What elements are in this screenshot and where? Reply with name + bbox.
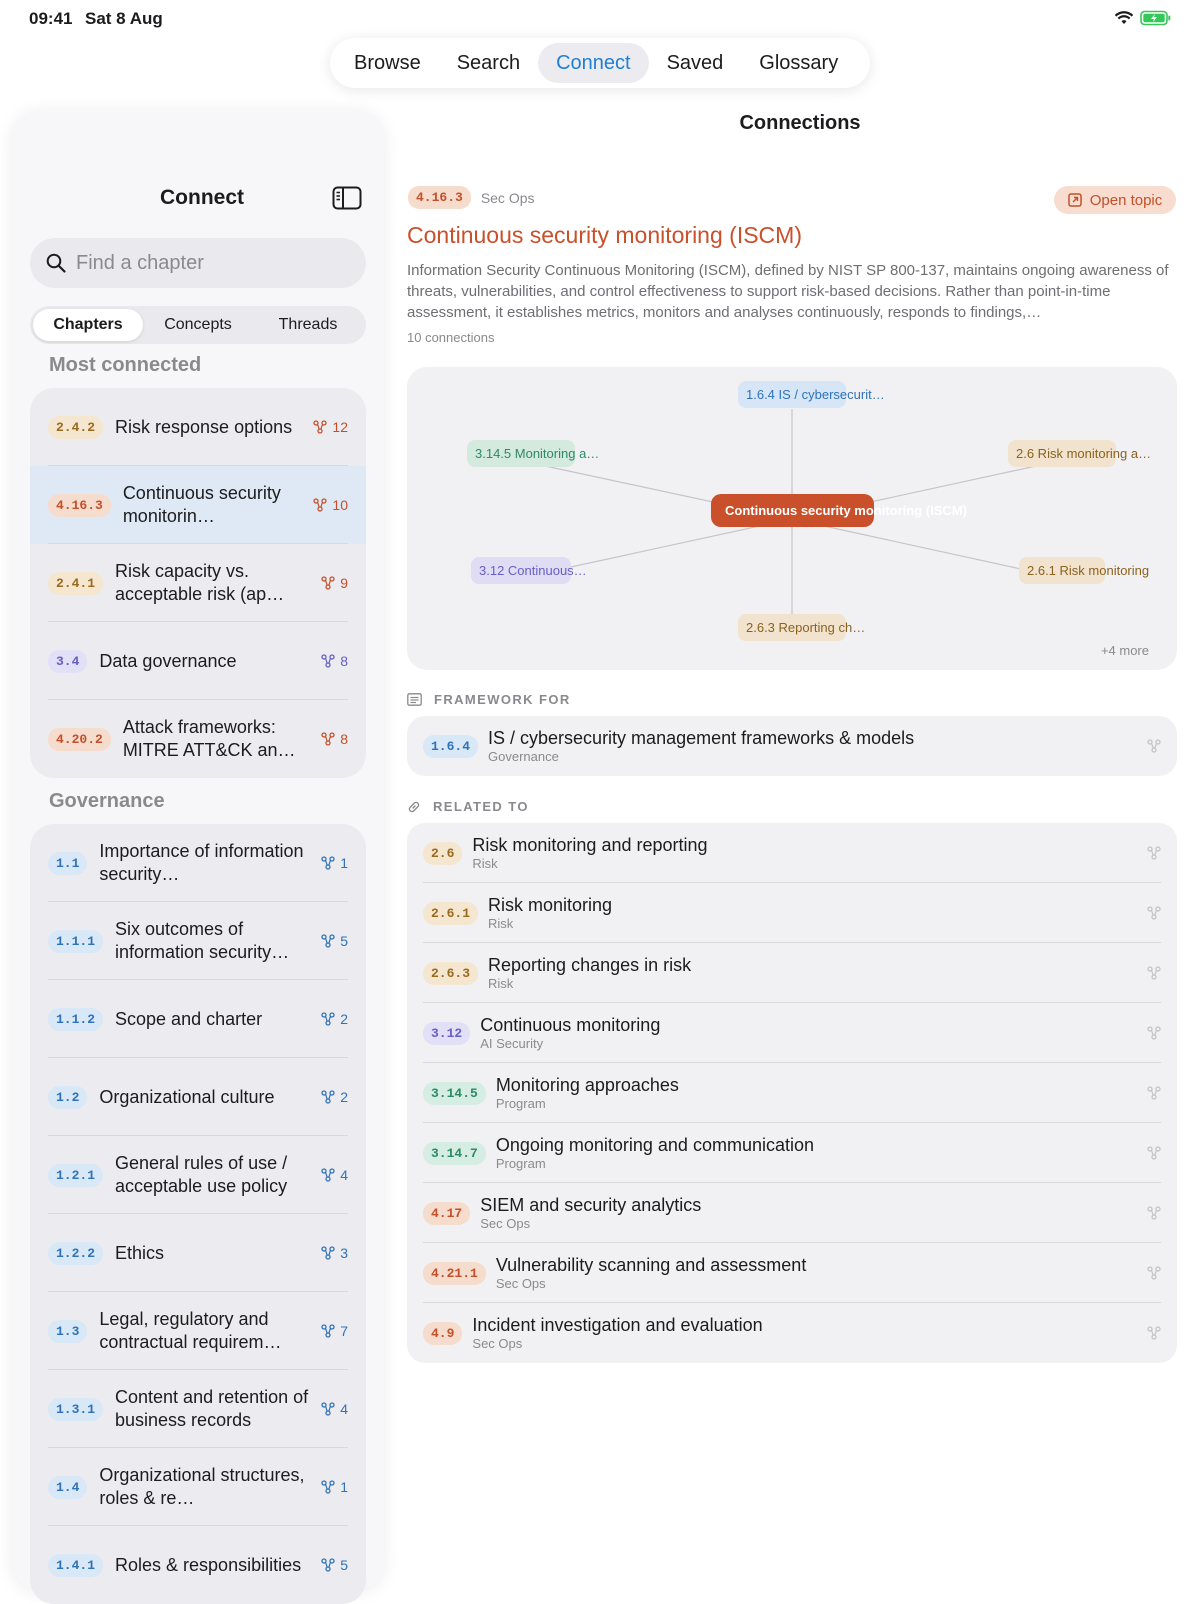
- connections-icon: [321, 1558, 335, 1572]
- topic-description: Information Security Continuous Monitoring (ISCM), defined by NIST SP 800-137, maintains ongoing awareness of threats, vulnerabilities, and control effectiveness to support risk-based decisions. Rather than point-in-time assessment, it establishes metrics, monitors and analyses continuously, responds to findings,…: [407, 262, 1169, 321]
- chapter-row[interactable]: [30, 1214, 366, 1292]
- related-topic-row[interactable]: [407, 716, 1177, 776]
- connection-count: [321, 731, 348, 747]
- related-topic-row[interactable]: [407, 1123, 1177, 1183]
- connections-icon: [321, 1168, 335, 1182]
- battery-icon: [1140, 10, 1172, 26]
- related-topic-domain: Sec Ops: [495, 1276, 546, 1291]
- connection-count-value: 5: [340, 1557, 348, 1573]
- related-topic-text: [472, 834, 1147, 872]
- connection-count-value: 7: [340, 1323, 348, 1339]
- document-icon: [407, 693, 422, 706]
- connections-icon: [321, 856, 335, 870]
- chapter-label: Organizational culture: [99, 1086, 275, 1107]
- chapter-badge: 1.2.1: [48, 1164, 103, 1187]
- open-topic-button[interactable]: [1054, 186, 1176, 214]
- connections-icon: [1147, 966, 1161, 980]
- status-bar: [0, 0, 1200, 40]
- related-header-label: RELATED TO: [433, 799, 529, 814]
- chapter-search-input[interactable]: [76, 252, 336, 275]
- related-topic-domain: AI Security: [480, 1036, 544, 1051]
- chapter-badge: 2.4.2: [48, 416, 103, 439]
- connections-icon: [1147, 1026, 1161, 1040]
- sidebar: [12, 110, 384, 1590]
- connection-count: [321, 855, 348, 871]
- graph-node[interactable]: 3.14.5 Monitoring a…: [467, 440, 575, 467]
- status-time: 09:41: [29, 9, 73, 28]
- framework-header: [407, 692, 571, 707]
- segment-threads[interactable]: Threads: [278, 316, 338, 333]
- graph-node[interactable]: 1.6.4 IS / cybersecurit…: [738, 381, 846, 408]
- related-header: [407, 799, 529, 814]
- related-topic-text: [480, 1194, 1147, 1232]
- connection-count: [313, 497, 348, 513]
- chapter-label: Roles & responsibilities: [115, 1554, 302, 1575]
- chapter-row[interactable]: [30, 980, 366, 1058]
- topic-badge: 4.21.1: [423, 1262, 486, 1285]
- related-topic-domain: Risk: [488, 916, 514, 931]
- page-title: Connections: [739, 112, 861, 134]
- related-topic-text: [496, 1254, 1147, 1292]
- connection-count-value: 5: [340, 933, 348, 949]
- wifi-icon: [1114, 11, 1134, 26]
- related-topic-title: SIEM and security analytics: [480, 1195, 702, 1215]
- connection-count: [321, 653, 348, 669]
- topic-badge: 2.6.1: [423, 902, 478, 925]
- chapter-badge: 1.1.2: [48, 1008, 103, 1031]
- related-topic-domain: Risk: [488, 976, 514, 991]
- related-topic-row[interactable]: [407, 1063, 1177, 1123]
- connection-count-value: 9: [340, 575, 348, 591]
- link-icon: [407, 800, 421, 814]
- chapter-badge: 1.3.1: [48, 1398, 103, 1421]
- connection-count-value: 10: [332, 497, 348, 513]
- connections-icon: [321, 654, 335, 668]
- related-topic-title: Incident investigation and evaluation: [472, 1315, 763, 1335]
- open-external-icon: [1068, 193, 1082, 207]
- chapter-badge: 4.20.2: [48, 728, 111, 751]
- segment-concepts[interactable]: Concepts: [164, 316, 232, 333]
- related-topic-title: Reporting changes in risk: [488, 955, 692, 975]
- chapter-row[interactable]: [30, 902, 366, 980]
- sidebar-segmented-control: [30, 306, 366, 344]
- related-topic-row[interactable]: [407, 943, 1177, 1003]
- chapter-label: Legal, regulatory and contractual requirem…: [99, 1309, 282, 1352]
- topic-header: [408, 186, 535, 209]
- connection-count-value: 12: [332, 419, 348, 435]
- connections-icon: [321, 1246, 335, 1260]
- topic-badge: 1.6.4: [423, 735, 478, 758]
- related-topic-title: Risk monitoring: [488, 895, 613, 915]
- connection-count: [313, 419, 348, 435]
- topic-badge: 2.6: [423, 842, 462, 865]
- connection-count-value: 8: [340, 653, 348, 669]
- related-list: [407, 823, 1177, 1363]
- tab-connect[interactable]: Connect: [538, 43, 649, 83]
- related-topic-title: Risk monitoring and reporting: [472, 835, 708, 855]
- status-icons: [1114, 10, 1172, 26]
- connection-count: [321, 1401, 348, 1417]
- topic-badge: 3.12: [423, 1022, 470, 1045]
- related-topic-domain: Sec Ops: [472, 1336, 523, 1351]
- connections-icon: [1147, 906, 1161, 920]
- topic-title: Continuous security monitoring (ISCM): [407, 222, 802, 248]
- chapter-label: Risk capacity vs. acceptable risk (ap…: [115, 561, 285, 604]
- chapter-badge: 1.2: [48, 1086, 87, 1109]
- chapter-row[interactable]: [30, 824, 366, 902]
- connection-count: [321, 1167, 348, 1183]
- topic-badge: 3.14.5: [423, 1082, 486, 1105]
- connection-count-value: 8: [340, 731, 348, 747]
- segment-chapters[interactable]: Chapters: [33, 309, 143, 341]
- chapter-label: Continuous security monitorin…: [122, 483, 281, 526]
- chapter-search[interactable]: [30, 238, 366, 288]
- connection-count: [321, 575, 348, 591]
- connections-icon: [1147, 1266, 1161, 1280]
- connections-icon: [1147, 1146, 1161, 1160]
- chapter-label: Attack frameworks: MITRE ATT&CK an…: [122, 717, 296, 760]
- chapter-row[interactable]: [30, 1370, 366, 1448]
- tab-search[interactable]: Search: [456, 52, 521, 74]
- chapter-label: Six outcomes of information security…: [115, 919, 290, 962]
- chapter-badge: 4.16.3: [48, 494, 111, 517]
- connections-icon: [1147, 739, 1161, 753]
- connection-count-value: 2: [340, 1089, 348, 1105]
- topic-badge: 2.6.3: [423, 962, 478, 985]
- graph-node[interactable]: 3.12 Continuous…: [471, 557, 571, 584]
- related-topic-domain: Governance: [488, 749, 559, 764]
- related-topic-title: IS / cybersecurity management frameworks & models: [488, 728, 915, 748]
- governance-list: [30, 824, 366, 1604]
- related-topic-text: [496, 1074, 1147, 1112]
- sidebar-title: Connect: [160, 186, 244, 209]
- related-topic-text: [488, 727, 1147, 765]
- connections-icon: [313, 498, 327, 512]
- connection-count: [321, 1245, 348, 1261]
- tab-saved[interactable]: Saved: [666, 52, 724, 74]
- related-topic-domain: Risk: [472, 856, 498, 871]
- related-topic-text: [488, 894, 1147, 932]
- connections-icon: [321, 732, 335, 746]
- connection-count-value: 1: [340, 1479, 348, 1495]
- chapter-row[interactable]: [30, 622, 366, 700]
- related-topic-title: Monitoring approaches: [495, 1075, 679, 1095]
- related-topic-domain: Program: [495, 1156, 546, 1171]
- chapter-row[interactable]: [30, 1448, 366, 1526]
- connection-count: [321, 933, 348, 949]
- chapter-row[interactable]: [30, 544, 366, 622]
- framework-header-label: FRAMEWORK FOR: [434, 692, 571, 707]
- tab-glossary[interactable]: Glossary: [759, 52, 839, 74]
- related-topic-text: [480, 1014, 1147, 1052]
- topic-badge: 4.9: [423, 1322, 462, 1345]
- chapter-badge: 1.2.2: [48, 1242, 103, 1265]
- tab-browse[interactable]: Browse: [354, 52, 421, 74]
- chapter-label: Content and retention of business records: [115, 1387, 309, 1430]
- top-navigation: [330, 38, 870, 88]
- graph-node[interactable]: 2.6.1 Risk monitoring: [1019, 557, 1105, 584]
- chapter-badge: 2.4.1: [48, 572, 103, 595]
- connection-count-value: 1: [340, 855, 348, 871]
- related-topic-title: Ongoing monitoring and communication: [495, 1135, 814, 1155]
- most-connected-list: [30, 388, 366, 778]
- connections-icon: [321, 1090, 335, 1104]
- graph-center-node[interactable]: Continuous security monitoring (ISCM): [711, 494, 874, 527]
- connections-icon: [1147, 1086, 1161, 1100]
- connection-count: [321, 1323, 348, 1339]
- chapter-row[interactable]: [30, 466, 366, 544]
- topic-badge: 3.14.7: [423, 1142, 486, 1165]
- graph-node[interactable]: 2.6 Risk monitoring a…: [1008, 440, 1116, 467]
- chapter-label: Organizational structures, roles & re…: [99, 1465, 305, 1508]
- connection-count-value: 4: [340, 1401, 348, 1417]
- chapter-label: General rules of use / acceptable use policy: [115, 1153, 288, 1196]
- chapter-badge: 3.4: [48, 650, 87, 673]
- related-topic-text: [488, 954, 1147, 992]
- chapter-badge: 1.3: [48, 1320, 87, 1343]
- connection-count-value: 3: [340, 1245, 348, 1261]
- topic-badge: 4.17: [423, 1202, 470, 1225]
- related-topic-domain: Program: [495, 1096, 546, 1111]
- related-topic-domain: Sec Ops: [480, 1216, 531, 1231]
- graph-more-link[interactable]: +4 more: [1100, 643, 1149, 658]
- related-topic-row[interactable]: [407, 883, 1177, 943]
- connections-icon: [1147, 1206, 1161, 1220]
- related-topic-row[interactable]: [407, 823, 1177, 883]
- connections-icon: [1147, 1326, 1161, 1340]
- chapter-label: Data governance: [99, 650, 237, 671]
- search-icon: [46, 253, 66, 273]
- topic-section: Sec Ops: [480, 189, 535, 206]
- related-topic-row[interactable]: [407, 1183, 1177, 1243]
- framework-list: [407, 716, 1177, 776]
- related-topic-text: [472, 1314, 1147, 1352]
- chapter-label: Risk response options: [115, 416, 293, 437]
- connection-count-value: 2: [340, 1011, 348, 1027]
- connections-icon: [1147, 846, 1161, 860]
- chapter-label: Scope and charter: [115, 1008, 263, 1029]
- connections-icon: [313, 420, 327, 434]
- chapter-row[interactable]: [30, 1136, 366, 1214]
- chapter-badge: 1.1: [48, 852, 87, 875]
- chapter-badge: 1.4: [48, 1476, 87, 1499]
- related-topic-title: Continuous monitoring: [480, 1015, 661, 1035]
- connection-count: [321, 1479, 348, 1495]
- connection-count: [321, 1557, 348, 1573]
- chapter-row[interactable]: [30, 1526, 366, 1604]
- related-topic-title: Vulnerability scanning and assessment: [495, 1255, 807, 1275]
- connections-icon: [321, 1012, 335, 1026]
- connections-icon: [321, 1402, 335, 1416]
- connections-icon: [321, 934, 335, 948]
- connections-icon: [321, 576, 335, 590]
- chapter-row[interactable]: [30, 1292, 366, 1370]
- topic-badge: 4.16.3: [408, 186, 471, 209]
- chapter-label: Importance of information security…: [99, 841, 304, 884]
- related-topic-row[interactable]: [407, 1303, 1177, 1363]
- chapter-row[interactable]: [30, 700, 366, 778]
- open-topic-label: Open topic: [1089, 191, 1163, 209]
- status-date: Sat 8 Aug: [85, 9, 163, 28]
- related-topic-text: [496, 1134, 1147, 1172]
- connections-icon: [321, 1324, 335, 1338]
- chapter-row[interactable]: [30, 388, 366, 466]
- chapter-badge: 1.1.1: [48, 930, 103, 953]
- governance-header: Governance: [49, 790, 165, 812]
- connection-count: [321, 1011, 348, 1027]
- connection-graph: [407, 367, 1177, 670]
- related-topic-row[interactable]: [407, 1003, 1177, 1063]
- chapter-badge: 1.4.1: [48, 1554, 103, 1577]
- connection-count: [321, 1089, 348, 1105]
- connections-icon: [321, 1480, 335, 1494]
- chapter-label: Ethics: [115, 1242, 165, 1263]
- connection-count-value: 4: [340, 1167, 348, 1183]
- sidebar-toggle-icon[interactable]: [332, 186, 362, 210]
- chapter-row[interactable]: [30, 1058, 366, 1136]
- graph-node[interactable]: 2.6.3 Reporting ch…: [738, 614, 846, 641]
- topic-connection-count: 10 connections: [407, 330, 495, 345]
- related-topic-row[interactable]: [407, 1243, 1177, 1303]
- most-connected-header: Most connected: [49, 354, 202, 376]
